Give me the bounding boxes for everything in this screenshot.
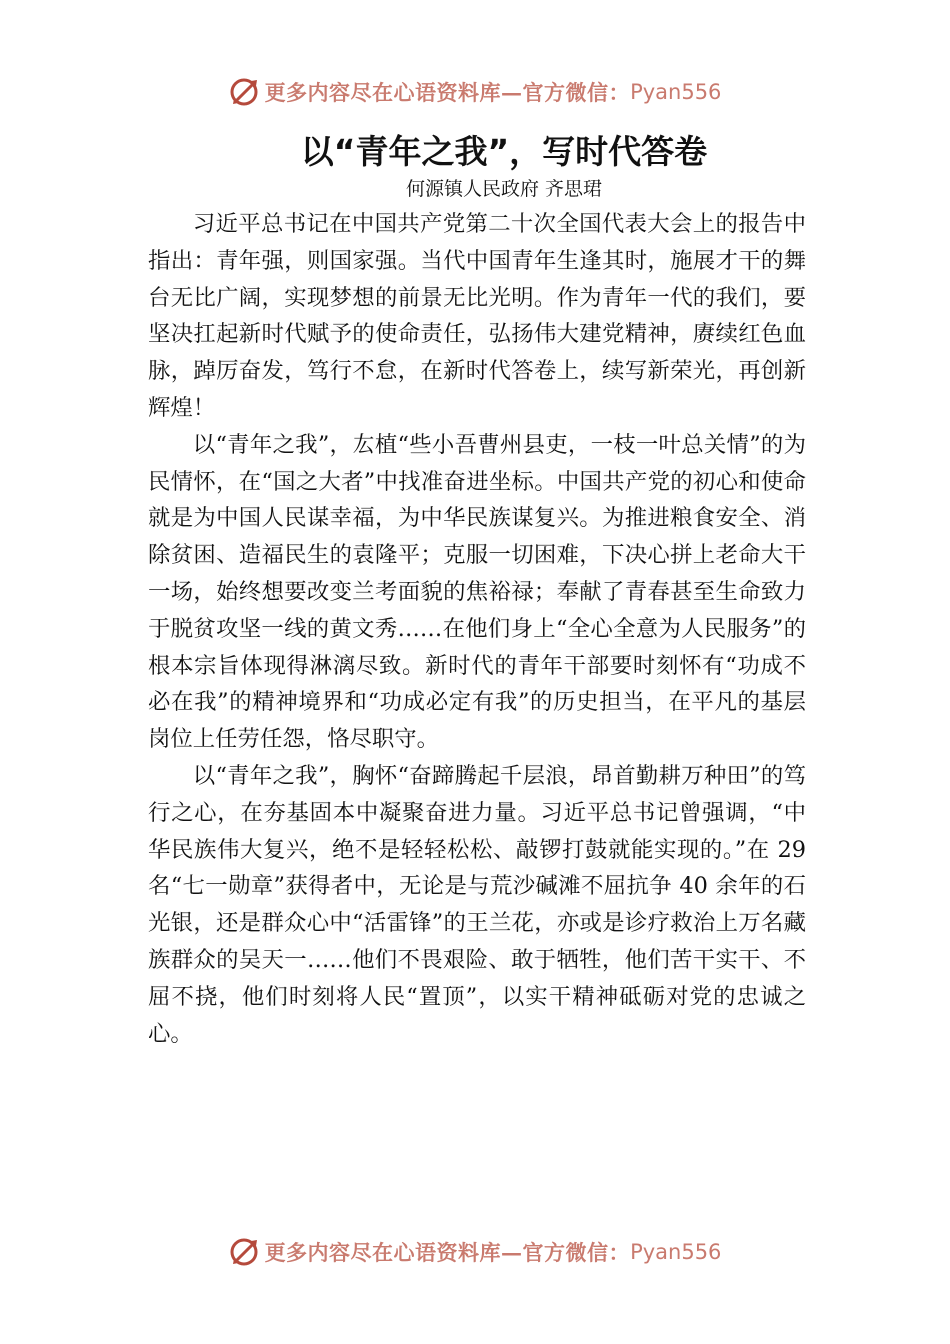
- watermark-text: 更多内容尽在心语资料库—官方微信：: [264, 80, 631, 105]
- logo-icon: [229, 76, 261, 108]
- watermark-text: 更多内容尽在心语资料库—官方微信：: [264, 1240, 631, 1265]
- watermark-wechat-id: Pyan556: [630, 1240, 722, 1264]
- paragraph-3: 以“青年之我”，胸怀“奋蹄腾起千层浪，昂首勤耕万种田”的笃行之心，在夯基固本中凝聚奋进力量。习近平总书记曾强调，“中华民族伟大复兴，绝不是轻轻松松、敲锣打鼓就能实现的。”在 29 名“七一勋章”获得者中，无论是与荒沙碱滩不屈抗争 40 余年的石光银，还是群众心中“活雷锋”的王兰花，亦或是诊疗救治上万名藏族群众的吴天一……他们不畏艰险、敢于牺牲，他们苦干实干、不屈不挠，他们时刻将人民“置顶”，以实干精神砥砺对党的忠诚之心。: [148, 762, 806, 1047]
- paragraph-2: 以“青年之我”，厷植“些小吾曹州县吏，一枝一叶总关情”的为民情怀，在“国之大者”中找准奋进坐标。中国共产党的初心和使命就是为中国人民谋幸福，为中华民族谋复兴。为推进粮食安全、消除贫困、造福民生的袁隆平；克服一切困难，下决心拼上老命大干一场，始终想要改变兰考面貌的焦裕禄；奉献了青春甚至生命致力于脱贫攻坚一线的黄文秀……在他们身上“全心全意为人民服务”的根本宗旨体现得淋漓尽致。新时代的青年干部要时刻怀有“功成不必在我”的精神境界和“功成必定有我”的历史担当，在平凡的基层岗位上任劳任怨，恪尽职守。: [148, 431, 806, 753]
- paragraph-1: 习近平总书记在中国共产党第二十次全国代表大会上的报告中指出：青年强，则国家强。当代中国青年生逢其时，施展才干的舞台无比广阔，实现梦想的前景无比光明。作为青年一代的我们，要坚决扛起新时代赋予的使命责任，弘扬伟大建党精神，赓续红色血脉，踔厉奋发，笃行不怠，在新时代答卷上，续写新荣光，再创新辉煌！: [148, 211, 806, 421]
- document-title: 以“青年之我”，写时代答卷: [300, 132, 708, 171]
- document-author: 何源镇人民政府 齐思珺: [405, 178, 603, 200]
- watermark-wechat-id: Pyan556: [630, 80, 722, 104]
- footer-watermark: [0, 1232, 950, 1272]
- header-watermark: [0, 72, 950, 112]
- logo-icon: [229, 1236, 261, 1268]
- document-body: [148, 206, 806, 1052]
